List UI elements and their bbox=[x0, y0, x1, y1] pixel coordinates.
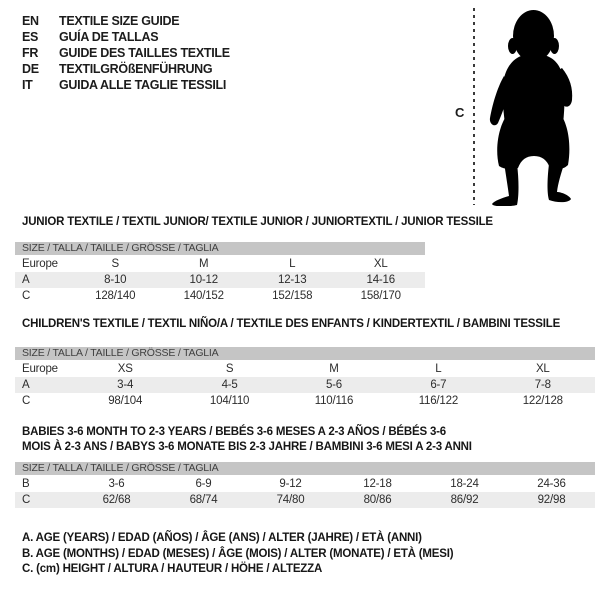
language-label: GUÍA DE TALLAS bbox=[59, 30, 159, 44]
children-size-table bbox=[15, 347, 595, 409]
size-cell: 86/92 bbox=[421, 492, 508, 508]
row-label: B bbox=[22, 477, 30, 490]
row-label: C bbox=[22, 395, 31, 407]
size-cell: 158/170 bbox=[360, 290, 401, 302]
table-row bbox=[15, 492, 595, 508]
size-cell: 74/80 bbox=[247, 492, 334, 508]
language-row bbox=[22, 77, 230, 93]
language-row bbox=[22, 61, 230, 77]
size-cell: L bbox=[289, 257, 296, 270]
size-cell: 128/140 bbox=[95, 290, 136, 302]
size-cell: 3-6 bbox=[108, 477, 125, 490]
legend-line-c: C. (cm) HEIGHT / ALTURA / HAUTEUR / HÖHE / ALTEZZA bbox=[22, 563, 323, 575]
babies-size-table bbox=[15, 462, 595, 508]
size-cell: 68/74 bbox=[160, 492, 247, 508]
height-dotted-line bbox=[473, 8, 475, 205]
table-row bbox=[15, 360, 595, 377]
size-cell: 110/116 bbox=[314, 395, 354, 407]
size-cell: 7-8 bbox=[491, 377, 595, 393]
size-cell: XL bbox=[535, 362, 550, 375]
language-row bbox=[22, 13, 230, 29]
size-cell: XL bbox=[373, 257, 388, 270]
language-code: ES bbox=[22, 30, 39, 44]
row-label: C bbox=[15, 492, 73, 508]
size-cell: 8-10 bbox=[71, 272, 160, 288]
baby-silhouette-icon bbox=[483, 8, 583, 206]
table-row bbox=[15, 475, 595, 492]
size-cell: 12-18 bbox=[363, 477, 392, 490]
size-cell: 92/98 bbox=[508, 492, 595, 508]
size-header-bar: SIZE / TALLA / TAILLE / GRÖSSE / TAGLIA bbox=[15, 242, 425, 255]
language-code: EN bbox=[22, 14, 39, 28]
size-cell: 80/86 bbox=[334, 492, 421, 508]
babies-table-title: BABIES 3-6 MONTH TO 2-3 YEARS / BEBÉS 3-6 MESES A 2-3 AÑOS / BÉBÉS 3-6 MOIS À 2-3 ANS / BABYS 3-6 MONATE BIS 2-3 JAHRE / BAMBINI 3-6 MESI A 2-3 ANNI bbox=[22, 426, 472, 453]
language-label: TEXTILGRÖßENFÜHRUNG bbox=[59, 62, 213, 76]
row-label: A bbox=[15, 377, 73, 393]
size-cell: 140/152 bbox=[183, 290, 224, 302]
table-row bbox=[15, 377, 595, 393]
size-cell: M bbox=[199, 257, 209, 270]
height-label-c: C bbox=[455, 105, 465, 120]
size-header-bar: SIZE / TALLA / TAILLE / GRÖSSE / TAGLIA bbox=[15, 347, 595, 360]
size-cell: 152/158 bbox=[272, 290, 313, 302]
table-row bbox=[15, 272, 425, 288]
language-label: TEXTILE SIZE GUIDE bbox=[59, 14, 180, 28]
size-cell: 24-36 bbox=[537, 477, 566, 490]
language-label: GUIDE DES TAILLES TEXTILE bbox=[59, 46, 230, 60]
size-cell: 62/68 bbox=[73, 492, 160, 508]
language-code: FR bbox=[22, 46, 39, 60]
size-cell: 104/110 bbox=[209, 395, 250, 407]
size-cell: 10-12 bbox=[160, 272, 249, 288]
language-code: IT bbox=[22, 78, 33, 92]
language-row bbox=[22, 29, 230, 45]
size-cell: M bbox=[329, 362, 339, 375]
size-cell: 5-6 bbox=[282, 377, 386, 393]
size-cell: 98/104 bbox=[108, 395, 143, 407]
size-cell: 4-5 bbox=[177, 377, 281, 393]
legend-line-a: A. AGE (YEARS) / EDAD (AÑOS) / ÂGE (ANS) / ALTER (JAHRE) / ETÀ (ANNI) bbox=[22, 532, 422, 544]
children-table-title: CHILDREN'S TEXTILE / TEXTIL NIÑO/A / TEXTILE DES ENFANTS / KINDERTEXTIL / BAMBINI TESSILE bbox=[22, 318, 561, 330]
size-cell: S bbox=[225, 362, 234, 375]
table-row bbox=[15, 393, 595, 409]
size-cell: 18-24 bbox=[450, 477, 479, 490]
language-list bbox=[22, 13, 230, 93]
language-code: DE bbox=[22, 62, 39, 76]
language-label: GUIDA ALLE TAGLIE TESSILI bbox=[59, 78, 227, 92]
size-cell: S bbox=[111, 257, 119, 270]
size-cell: XS bbox=[117, 362, 133, 375]
size-cell: 9-12 bbox=[279, 477, 302, 490]
size-cell: 116/122 bbox=[418, 395, 459, 407]
size-header-bar: SIZE / TALLA / TAILLE / GRÖSSE / TAGLIA bbox=[15, 462, 595, 475]
size-cell: 14-16 bbox=[337, 272, 426, 288]
row-label: Europe bbox=[22, 257, 58, 270]
junior-table-title: JUNIOR TEXTILE / TEXTIL JUNIOR/ TEXTILE JUNIOR / JUNIORTEXTIL / JUNIOR TESSILE bbox=[22, 216, 493, 228]
table-row bbox=[15, 288, 425, 304]
legend-line-b: B. AGE (MONTHS) / EDAD (MESES) / ÂGE (MOIS) / ALTER (MONATE) / ETÀ (MESI) bbox=[22, 547, 454, 560]
size-cell: 6-9 bbox=[195, 477, 212, 490]
row-label: Europe bbox=[22, 362, 58, 375]
row-label: C bbox=[22, 290, 31, 302]
size-cell: L bbox=[435, 362, 442, 375]
junior-size-table bbox=[15, 242, 425, 304]
size-cell: 122/128 bbox=[522, 395, 563, 407]
size-cell: 3-4 bbox=[73, 377, 177, 393]
table-row bbox=[15, 255, 425, 272]
row-label: A bbox=[15, 272, 71, 288]
legend bbox=[22, 531, 453, 578]
size-cell: 6-7 bbox=[386, 377, 490, 393]
language-row bbox=[22, 45, 230, 61]
size-cell: 12-13 bbox=[248, 272, 337, 288]
